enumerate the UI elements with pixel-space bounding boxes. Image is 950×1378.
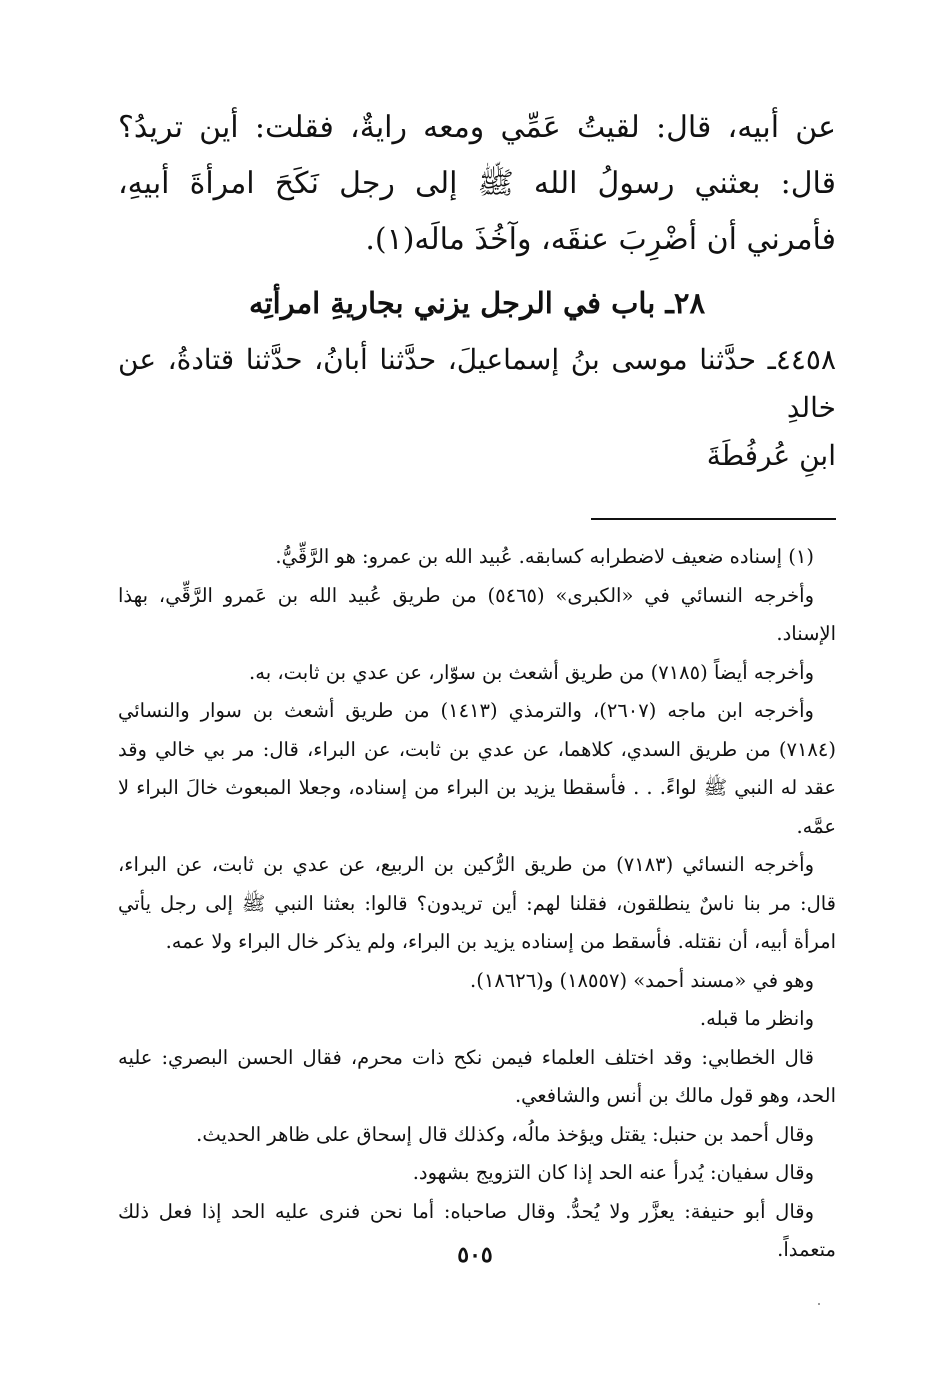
footnote-paragraph: (١) إسناده ضعيف لاضطرابه كسابقه. عُبيد الله بن عمرو: هو الرَّقِّيُّ. <box>275 545 814 568</box>
footnote-paragraph: وأخرجه أيضاً (٧١٨٥) من طريق أشعث بن سوّار، عن عدي بن ثابت، به. <box>249 660 814 684</box>
scan-speck <box>818 1303 820 1305</box>
hadith-text-line: ٤٤٥٨ـ حدَّثنا موسى بنُ إسماعيلَ، حدَّثنا أبانُ، حدَّثنا قتادةُ، عن خالدِ <box>118 343 836 424</box>
footnote-paragraph: وأخرجه النسائي في «الكبرى» (٥٤٦٥) من طريق عُبيد الله بن عَمرو الرَّقِّي، بهذا الإسناد. <box>118 583 836 645</box>
hadith-text <box>118 336 836 480</box>
main-text-line: عنقَه، وآخُذَ مالَه(١). <box>365 222 609 257</box>
section-heading: ٢٨ـ باب في الرجل يزني بجاريةِ امرأتِه <box>248 286 706 320</box>
main-text-line: عن أبيه، قال: لقيتُ عَمِّي ومعه رايةٌ، فقلت: أين تريدُ؟ قال: <box>118 110 836 201</box>
footnote-paragraph: وأخرجه ابن ماجه (٢٦٠٧)، والترمذي (١٤١٣) من طريق أشعث بن سوار والنسائي (٧١٨٤) من طريق السدي، كلاهما، عن عدي بن ثابت، عن البراء، قال: مر بي خالي وقد عقد له النبي ﷺ لواءً. . . فأسقطا يزيد بن البراء من إسناده، وجعلا المبعوث خالَ البراء لا عمَّه. <box>118 699 836 838</box>
main-text <box>118 100 836 268</box>
footnote-paragraph: وانظر ما قبله. <box>699 1007 814 1030</box>
footnote-paragraph: وهو في «مسند أحمد» (١٨٥٥٧) و(١٨٦٢٦). <box>470 968 814 992</box>
page-content <box>118 100 836 1270</box>
footnote-divider <box>591 518 836 520</box>
main-text-line: بعثني رسولُ الله ﷺ إلى رجل نَكَحَ امرأةَ أبيهِ، فأمرني أن أضْرِبَ <box>118 166 836 257</box>
page-number: ٥٠٥ <box>457 1242 493 1268</box>
footnote-paragraph: وقال سفيان: يُدرأ عنه الحد إذا كان التزويج بشهود. <box>412 1161 814 1184</box>
footnote-paragraph: وقال أحمد بن حنبل: يقتل ويؤخذ مالُه، وكذلك قال إسحاق على ظاهر الحديث. <box>196 1122 814 1146</box>
footnote-paragraph: وأخرجه النسائي (٧١٨٣) من طريق الرُّكين بن الربيع، عن عدي بن ثابت، عن البراء، قال: مر بنا ناسٌ ينطلقون، فقلنا لهم: أين تريدون؟ قالوا: بعثنا النبي ﷺ إلى رجل يأتي امرأة أبيه، أن نقتله. فأسقط من إسناده يزيد بن البراء، ولم يذكر خال البراء ولا عمه. <box>118 853 836 953</box>
footnote-paragraph: قال الخطابي: وقد اختلف العلماء فيمن نكح ذات محرم، فقال الحسن البصري: عليه الحد، وهو قول مالك بن أنس والشافعي. <box>118 1045 836 1107</box>
footnotes <box>118 538 836 1270</box>
footnote-paragraph: وقال أبو حنيفة: يعزَّر ولا يُحدُّ. وقال صاحباه: أما نحن فنرى عليه الحد إذا فعل ذلك متعمداً. <box>118 1199 836 1261</box>
hadith-text-line: ابنِ عُرفُطَةَ <box>706 439 836 472</box>
